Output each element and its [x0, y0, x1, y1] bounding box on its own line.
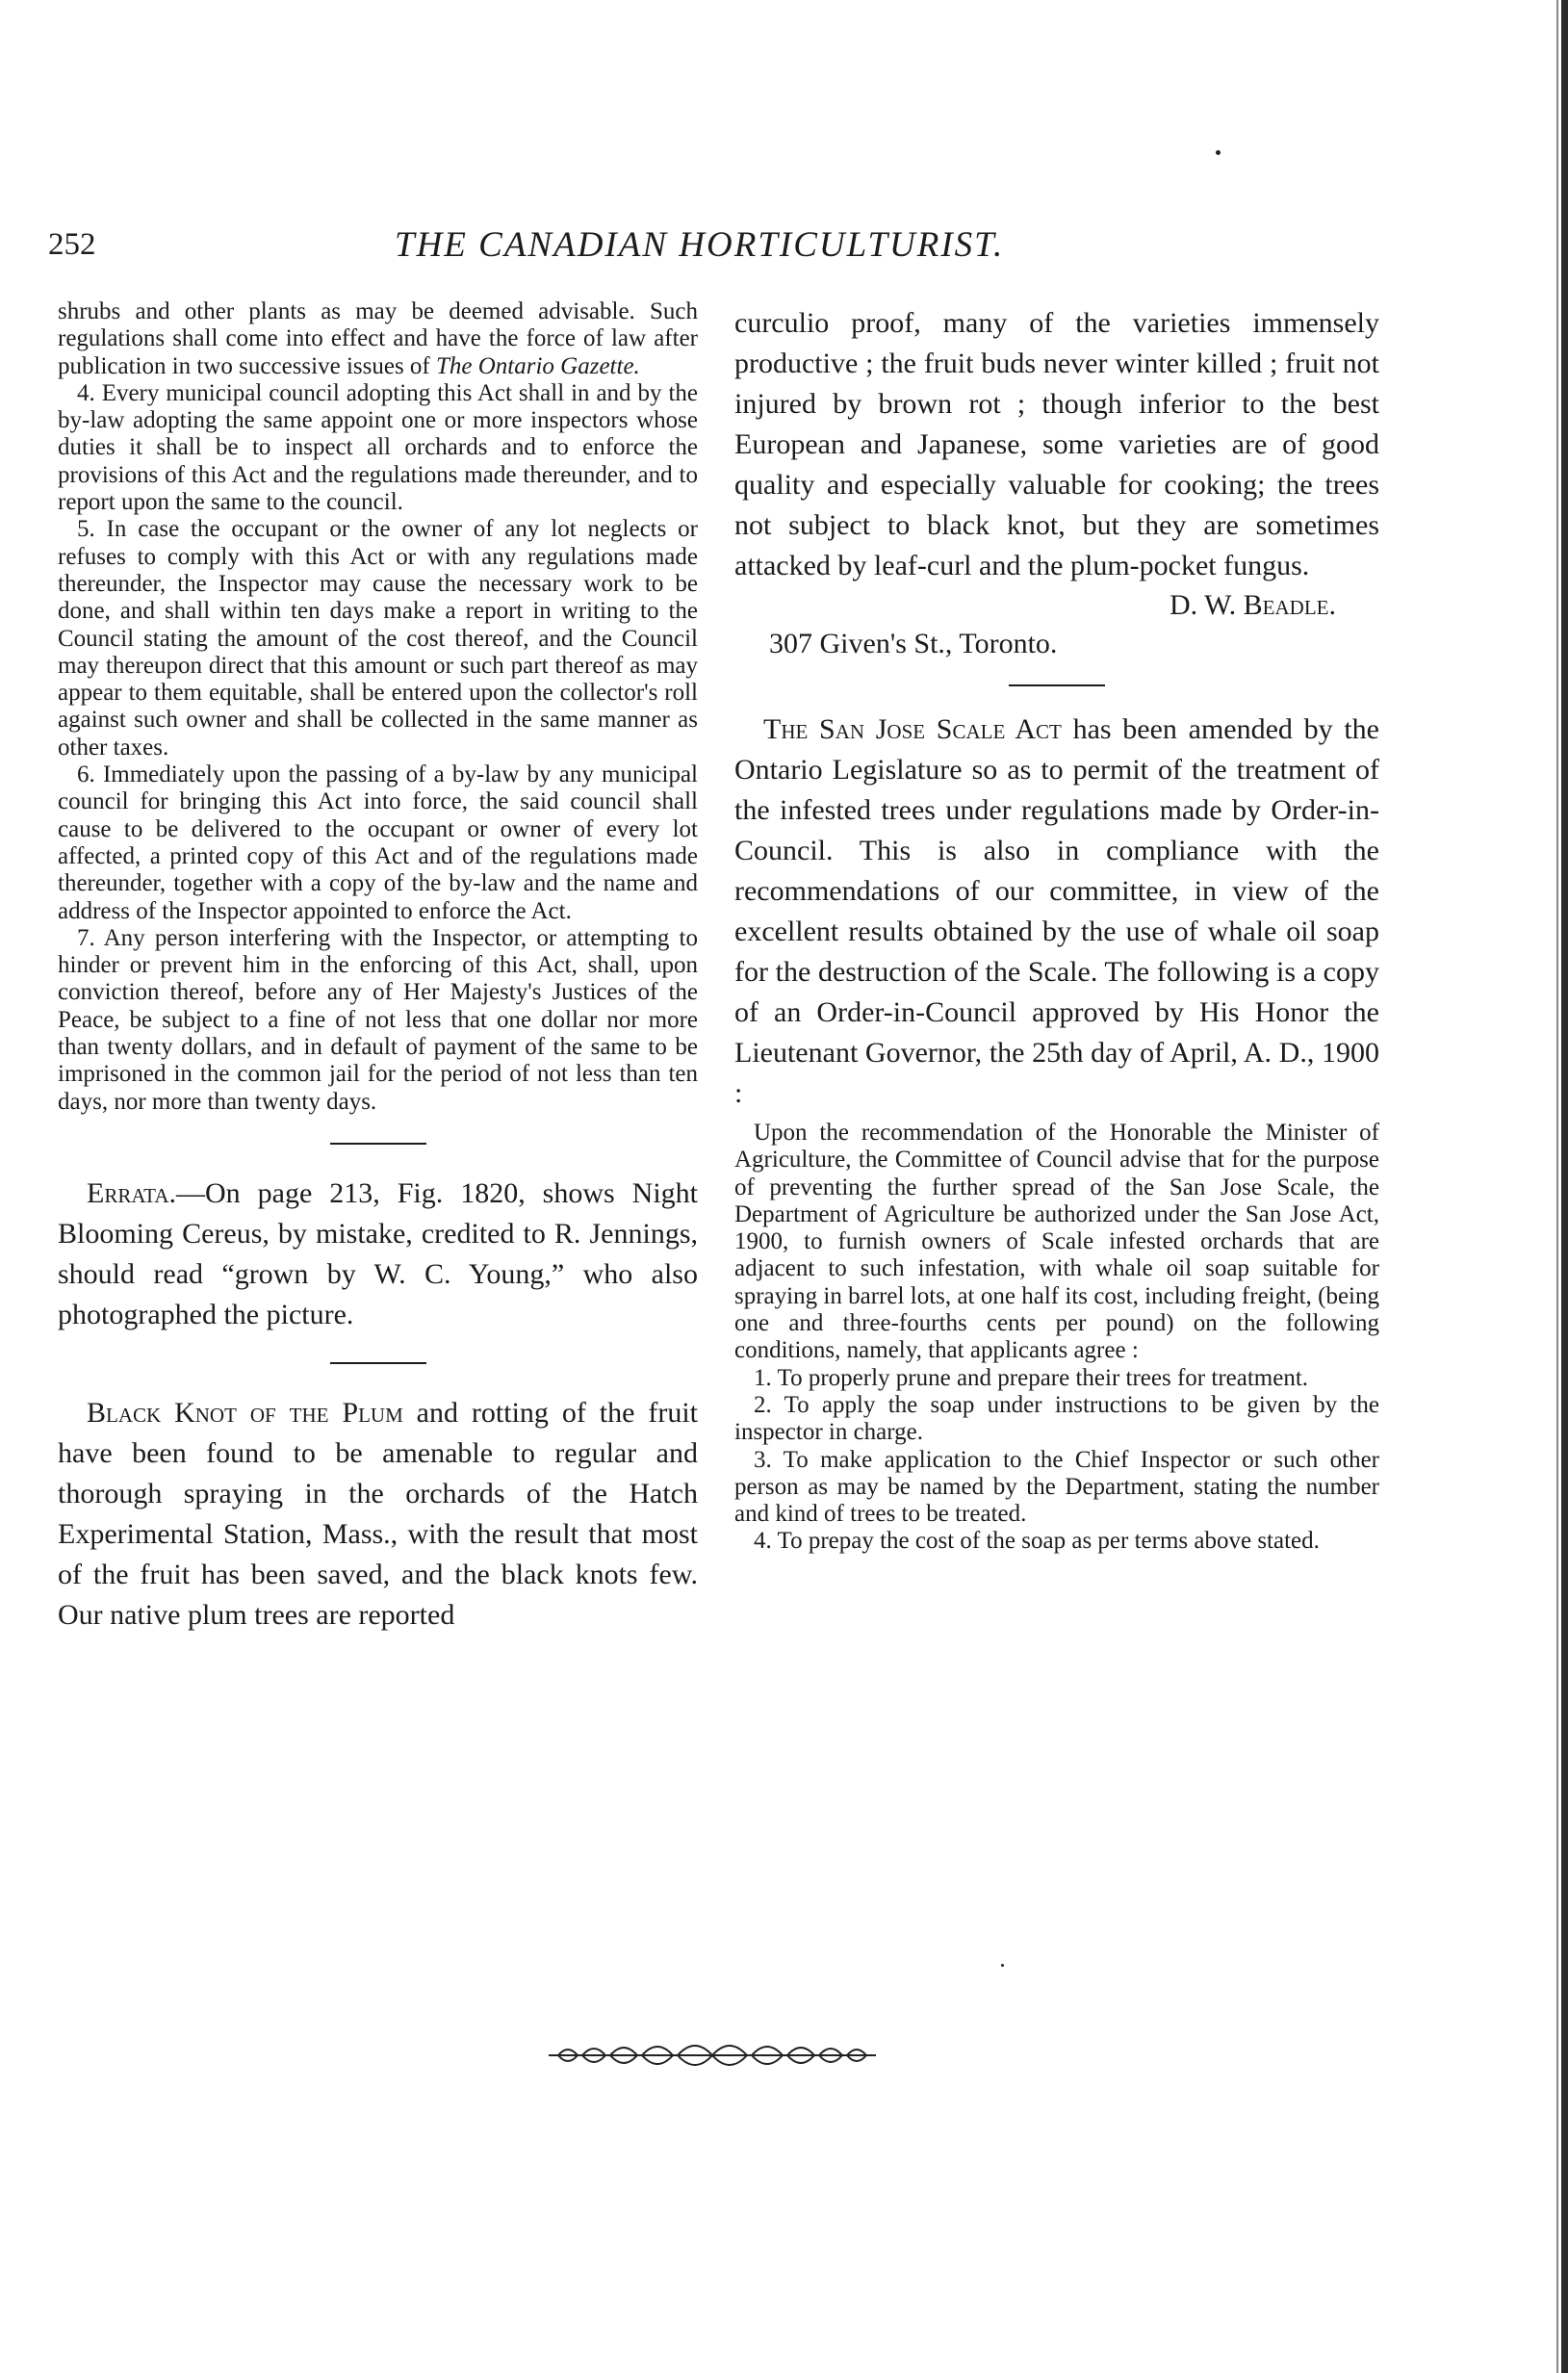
ink-speck — [1216, 150, 1221, 155]
condition-2: 2. To apply the soap under instructions to be given by the inspector in charge. — [734, 1391, 1379, 1446]
right-column — [734, 303, 1379, 1556]
author-signature — [734, 586, 1379, 625]
page-edge-shadow — [1561, 0, 1568, 2373]
page-header — [48, 219, 1059, 268]
author-address: 307 Given's St., Toronto. — [769, 628, 1058, 659]
page-number: 252 — [48, 227, 96, 262]
section-5: 5. In case the occupant or the owner of any lot neglects or refuses to comply with this Act or with any regulations made thereunder, the Inspector may cause the necessary work to be done, and shall within ten days make a report in writing to the Council stating the amount of the cost thereof, and the Council may thereupon direct that this amount or such part thereof as may appear to them equitable, shall be entered upon the collector's roll against such owner and shall be collected in the same manner as other taxes. — [58, 516, 698, 761]
section-divider — [330, 1362, 426, 1364]
black-knot-article — [58, 1393, 698, 1636]
act-sections — [58, 298, 698, 1116]
ink-speck — [1001, 1964, 1004, 1967]
gazette-title: The Ontario Gazette. — [436, 352, 640, 379]
plum-continuation — [734, 303, 1379, 586]
intro-text: shrubs and other plants as may be deemed advisable. Such regulations shall come into effect and have the force of law after publication in two successive issues of — [58, 298, 698, 379]
errata-lead: Errata. — [87, 1176, 176, 1209]
condition-3: 3. To make application to the Chief Inspector or such other person as may be named by the Department, stating the number and kind of trees to be treated. — [734, 1446, 1379, 1528]
order-text: Upon the recommendation of the Honorable the Minister of Agriculture, the Committee of Council advise that for the purpose of preventing the further spread of the San Jose Scale, the Department of Agriculture be authorized under the San Jose Act, 1900, to furnish owners of Scale infested orchards that are adjacent to such infestation, with whale oil soap suitable for spraying in barrel lots, at one half its cost, including freight, (being one and three-fourths cents per pound) on the following conditions, namely, that applicants agree : — [734, 1120, 1379, 1364]
san-jose-text: has been amended by the Ontario Legislature so as to permit of the treatment of the infested trees under regulations made by Order-in-Council. This is also in compliance with the recommendations of our committee, in view of the excellent results obtained by the use of whale oil soap for the destruction of the Scale. The following is a copy of an Order-in-Council approved by His Honor the Lieutenant Governor, the 25th day of April, A. D., 1900 : — [734, 713, 1379, 1109]
continuation-text: curculio proof, many of the varieties immensely productive ; the fruit buds never winter killed ; fruit not injured by brown rot ; though inferior to the best European and Japanese, some varieties are of good quality and especially valuable for cooking; the trees not subject to black knot, but they are sometimes attacked by leaf-curl and the plum-pocket fungus. — [734, 307, 1379, 581]
intro-paragraph — [58, 298, 698, 380]
errata-text: —On page 213, Fig. 1820, shows Night Blooming Cereus, by mistake, credited to R. Jennings, should read “grown by W. C. Young,” who also photographed the picture. — [58, 1176, 698, 1330]
running-title: THE CANADIAN HORTICULTURIST. — [395, 225, 1005, 265]
order-in-council — [734, 1120, 1379, 1556]
condition-1: 1. To properly prune and prepare their trees for treatment. — [754, 1364, 1309, 1391]
errata-note — [58, 1174, 698, 1335]
signature-name: Beadle. — [1243, 589, 1336, 621]
black-knot-text: and rotting of the fruit have been found to be amenable to regular and thorough spraying in the orchards of the Hatch Experimental Station, Mass., with the result that most of the fruit has been saved, and the black knots few. Our native plum trees are reported — [58, 1396, 699, 1631]
section-7: 7. Any person interfering with the Inspector, or attempting to hinder or prevent him in the enforcing of this Act, shall, upon conviction thereof, before any of Her Majesty's Justices of the Peace, be subject to a fine of not less that one dollar nor more than twenty dollars, and in default of payment of the same to be imprisoned in the common jail for the period of not less than ten days, nor more than twenty days. — [58, 924, 698, 1115]
section-6: 6. Immediately upon the passing of a by-law by any municipal council for bringing this Act into force, the said council shall cause to be delivered to the occupant or owner of every lot affected, a printed copy of this Act and of the regulations made thereunder, together with a copy of the by-law and the name and address of the Inspector appointed to enforce the Act. — [58, 761, 698, 924]
black-knot-lead: Black Knot of the Plum — [87, 1396, 403, 1429]
san-jose-article — [734, 709, 1379, 1114]
section-divider — [330, 1143, 426, 1145]
section-divider — [1009, 684, 1105, 686]
san-jose-lead: The San Jose Scale Act — [763, 713, 1062, 745]
page-edge-line — [1556, 0, 1558, 2373]
condition-4: 4. To prepay the cost of the soap as per terms above stated. — [754, 1528, 1320, 1555]
decorative-ornament-icon — [539, 2026, 886, 2084]
signature-initials: D. W. — [1169, 589, 1244, 621]
section-4: 4. Every municipal council adopting this Act shall in and by the by-law adopting the same appoint one or more inspectors whose duties it shall be to inspect all orchards and to enforce the provisions of this Act and the regulations made thereunder, and to report upon the same to the council. — [58, 379, 698, 516]
left-column — [58, 298, 698, 1636]
